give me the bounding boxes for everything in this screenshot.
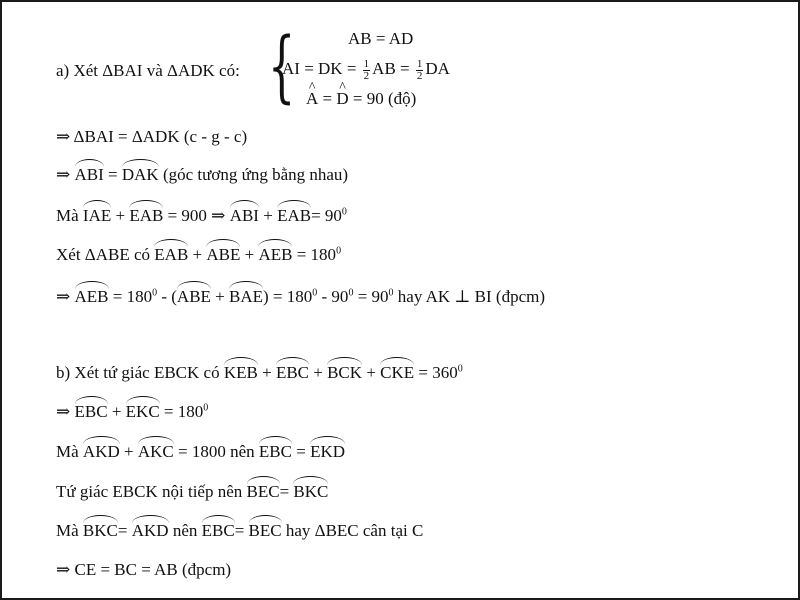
proof-line-b2: ⇒ EBC + EKC = $180^0$ <box>56 402 209 421</box>
part-a-intro-text: a) Xét ΔBAI và ΔADK có: <box>56 61 240 80</box>
part-a-intro <box>56 60 240 82</box>
fraction-half: $\frac{1}{2}$ <box>416 57 423 82</box>
fraction-half: $\frac{1}{2}$ <box>363 57 370 82</box>
proof-line-a5: ⇒ AEB = $180^0 - (ABE + BAE) = 180^0 - 90^0 = 90^0$ hay AK ⊥ BI (đpcm) <box>56 287 546 306</box>
system-brace: { <box>268 22 296 112</box>
proof-line-b5: Mà BKC= AKD nên EBC= BEC hay ΔBEC cân tại C <box>56 521 424 540</box>
proof-line-a4: Xét ΔABE có EAB + ABE + AEB = $180^0$ <box>56 245 342 264</box>
proof-line-b3: Mà AKD + AKC = 1800 nên EBC = EKD <box>56 442 346 461</box>
system-row-2: AI = DK = $\frac{1}{2}$ AB = $\frac{1}{2}$ DA <box>282 57 450 82</box>
proof-line-b1: b) Xét tứ giác EBCK có KEB + EBC + BCK + CKE = $360^0$ <box>56 363 463 382</box>
proof-line-a3: Mà IAE + EAB = 900 ⇒ ABI + $EAB= 90^0$ <box>56 206 347 225</box>
proof-line-b4: Tứ giác EBCK nội tiếp nên BEC= BKC <box>56 482 329 501</box>
proof-line-a2: ⇒ ABI = DAK (góc tương ứng bằng nhau) <box>56 165 349 184</box>
proof-line-b6: ⇒ CE = BC = AB (đpcm) <box>56 560 232 579</box>
system-row-1: AB = AD <box>348 29 414 48</box>
proof-line-a1: ⇒ ΔBAI = ΔADK (c - g - c) <box>56 127 248 146</box>
system-row-3: ^ A = ^ D = 90 (độ) <box>306 88 416 110</box>
